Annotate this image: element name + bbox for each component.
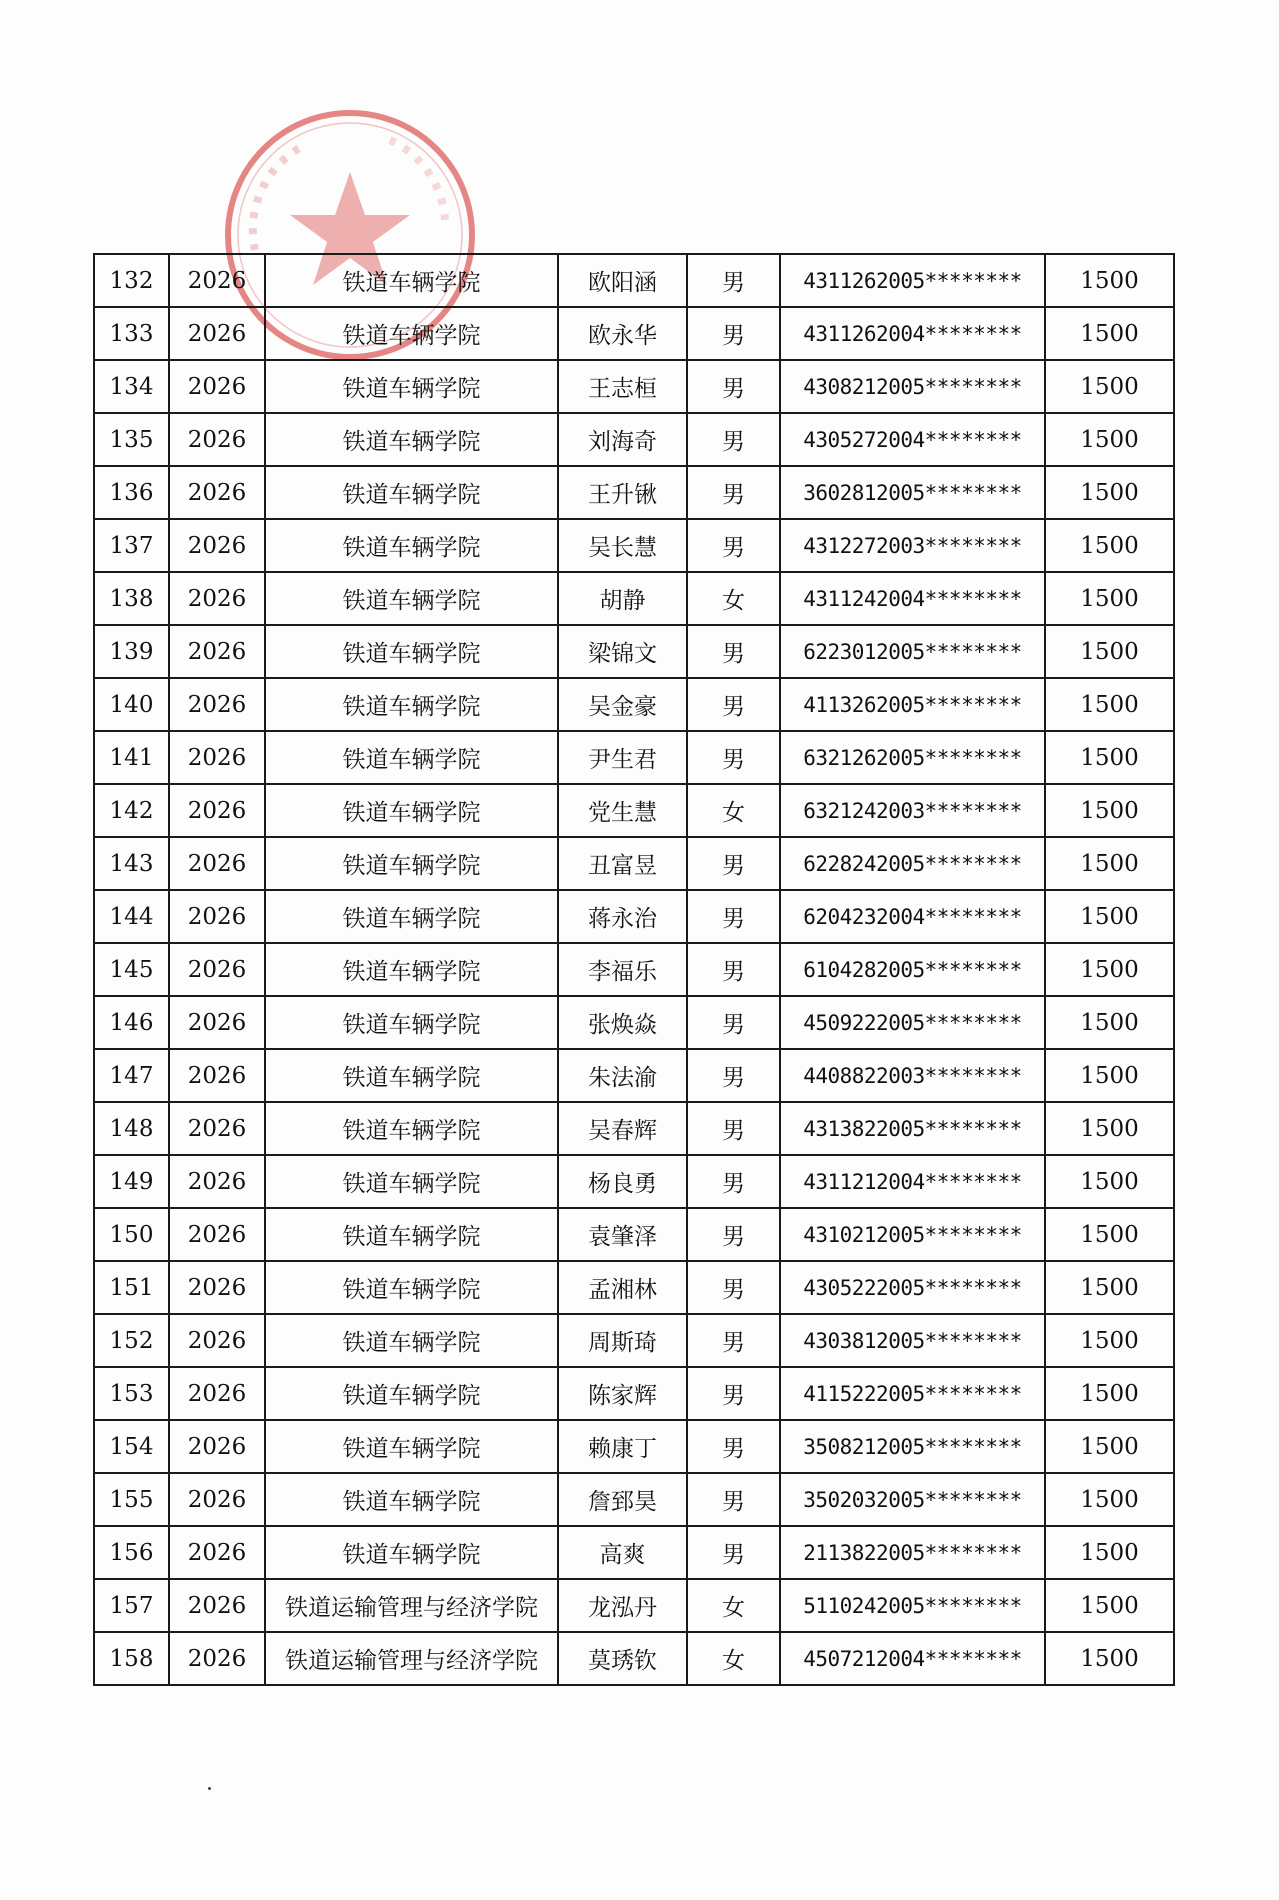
row-amount: 1500 — [1045, 731, 1174, 784]
row-college: 铁道车辆学院 — [265, 1314, 558, 1367]
row-id-number: 6321242003******** — [780, 784, 1045, 837]
row-name: 党生慧 — [558, 784, 687, 837]
row-number: 150 — [94, 1208, 169, 1261]
table-row — [94, 1102, 1174, 1155]
row-number: 142 — [94, 784, 169, 837]
row-gender: 男 — [687, 360, 780, 413]
row-number: 147 — [94, 1049, 169, 1102]
row-number: 136 — [94, 466, 169, 519]
row-gender: 男 — [687, 1102, 780, 1155]
row-year: 2026 — [169, 1367, 265, 1420]
row-gender: 男 — [687, 519, 780, 572]
table-row — [94, 784, 1174, 837]
row-amount: 1500 — [1045, 890, 1174, 943]
row-college: 铁道车辆学院 — [265, 1420, 558, 1473]
row-year: 2026 — [169, 1420, 265, 1473]
table-row — [94, 1579, 1174, 1632]
row-name: 王志桓 — [558, 360, 687, 413]
row-college: 铁道车辆学院 — [265, 254, 558, 307]
row-amount: 1500 — [1045, 1367, 1174, 1420]
row-amount: 1500 — [1045, 1208, 1174, 1261]
table-row — [94, 254, 1174, 307]
row-name: 李福乐 — [558, 943, 687, 996]
row-name: 周斯琦 — [558, 1314, 687, 1367]
row-college: 铁道运输管理与经济学院 — [265, 1579, 558, 1632]
row-number: 153 — [94, 1367, 169, 1420]
row-year: 2026 — [169, 731, 265, 784]
row-number: 154 — [94, 1420, 169, 1473]
row-amount: 1500 — [1045, 996, 1174, 1049]
row-college: 铁道车辆学院 — [265, 784, 558, 837]
row-number: 149 — [94, 1155, 169, 1208]
student-roster-table — [93, 253, 1175, 1686]
row-id-number: 4311262004******** — [780, 307, 1045, 360]
row-gender: 男 — [687, 1208, 780, 1261]
table-row — [94, 1367, 1174, 1420]
row-year: 2026 — [169, 1155, 265, 1208]
row-amount: 1500 — [1045, 625, 1174, 678]
row-gender: 男 — [687, 625, 780, 678]
row-amount: 1500 — [1045, 1632, 1174, 1685]
row-gender: 男 — [687, 996, 780, 1049]
row-number: 151 — [94, 1261, 169, 1314]
table-row — [94, 519, 1174, 572]
table-row — [94, 890, 1174, 943]
row-id-number: 5110242005******** — [780, 1579, 1045, 1632]
row-id-number: 6228242005******** — [780, 837, 1045, 890]
row-amount: 1500 — [1045, 1102, 1174, 1155]
row-amount: 1500 — [1045, 1261, 1174, 1314]
row-amount: 1500 — [1045, 1420, 1174, 1473]
row-gender: 男 — [687, 1261, 780, 1314]
row-name: 杨良勇 — [558, 1155, 687, 1208]
row-amount: 1500 — [1045, 307, 1174, 360]
row-name: 吴春辉 — [558, 1102, 687, 1155]
row-year: 2026 — [169, 519, 265, 572]
row-college: 铁道车辆学院 — [265, 1261, 558, 1314]
table-row — [94, 1155, 1174, 1208]
row-name: 吴长慧 — [558, 519, 687, 572]
row-name: 陈家辉 — [558, 1367, 687, 1420]
row-college: 铁道运输管理与经济学院 — [265, 1632, 558, 1685]
row-gender: 女 — [687, 1632, 780, 1685]
row-amount: 1500 — [1045, 943, 1174, 996]
row-name: 袁肇泽 — [558, 1208, 687, 1261]
row-name: 吴金豪 — [558, 678, 687, 731]
row-id-number: 4113262005******** — [780, 678, 1045, 731]
table-row — [94, 1526, 1174, 1579]
row-id-number: 4310212005******** — [780, 1208, 1045, 1261]
row-name: 龙泓丹 — [558, 1579, 687, 1632]
row-amount: 1500 — [1045, 1049, 1174, 1102]
row-id-number: 6104282005******** — [780, 943, 1045, 996]
row-year: 2026 — [169, 1579, 265, 1632]
row-gender: 男 — [687, 731, 780, 784]
row-college: 铁道车辆学院 — [265, 572, 558, 625]
table-row — [94, 943, 1174, 996]
row-name: 张焕焱 — [558, 996, 687, 1049]
row-college: 铁道车辆学院 — [265, 890, 558, 943]
row-number: 146 — [94, 996, 169, 1049]
row-number: 139 — [94, 625, 169, 678]
row-id-number: 6321262005******** — [780, 731, 1045, 784]
table-row — [94, 1261, 1174, 1314]
row-gender: 女 — [687, 572, 780, 625]
row-college: 铁道车辆学院 — [265, 837, 558, 890]
row-amount: 1500 — [1045, 254, 1174, 307]
row-college: 铁道车辆学院 — [265, 731, 558, 784]
row-year: 2026 — [169, 307, 265, 360]
row-college: 铁道车辆学院 — [265, 1367, 558, 1420]
row-name: 尹生君 — [558, 731, 687, 784]
row-gender: 男 — [687, 254, 780, 307]
row-id-number: 4305272004******** — [780, 413, 1045, 466]
row-id-number: 4313822005******** — [780, 1102, 1045, 1155]
row-year: 2026 — [169, 1473, 265, 1526]
row-college: 铁道车辆学院 — [265, 413, 558, 466]
row-id-number: 4115222005******** — [780, 1367, 1045, 1420]
table-row — [94, 572, 1174, 625]
row-amount: 1500 — [1045, 1473, 1174, 1526]
row-gender: 男 — [687, 1526, 780, 1579]
row-number: 141 — [94, 731, 169, 784]
row-gender: 男 — [687, 1420, 780, 1473]
row-gender: 男 — [687, 678, 780, 731]
row-gender: 男 — [687, 837, 780, 890]
row-id-number: 4509222005******** — [780, 996, 1045, 1049]
row-name: 丑富昱 — [558, 837, 687, 890]
row-name: 朱法渝 — [558, 1049, 687, 1102]
row-college: 铁道车辆学院 — [265, 678, 558, 731]
row-amount: 1500 — [1045, 1579, 1174, 1632]
table-row — [94, 1208, 1174, 1261]
row-college: 铁道车辆学院 — [265, 1102, 558, 1155]
row-id-number: 4308212005******** — [780, 360, 1045, 413]
row-year: 2026 — [169, 466, 265, 519]
row-name: 高爽 — [558, 1526, 687, 1579]
roster-body — [94, 254, 1174, 1685]
row-amount: 1500 — [1045, 1526, 1174, 1579]
row-name: 孟湘林 — [558, 1261, 687, 1314]
row-year: 2026 — [169, 837, 265, 890]
row-amount: 1500 — [1045, 572, 1174, 625]
row-id-number: 2113822005******** — [780, 1526, 1045, 1579]
row-year: 2026 — [169, 943, 265, 996]
row-gender: 男 — [687, 890, 780, 943]
table-row — [94, 678, 1174, 731]
row-id-number: 4311212004******** — [780, 1155, 1045, 1208]
row-gender: 男 — [687, 466, 780, 519]
row-year: 2026 — [169, 360, 265, 413]
row-name: 欧永华 — [558, 307, 687, 360]
row-amount: 1500 — [1045, 1155, 1174, 1208]
row-year: 2026 — [169, 1526, 265, 1579]
row-amount: 1500 — [1045, 837, 1174, 890]
row-amount: 1500 — [1045, 519, 1174, 572]
row-number: 144 — [94, 890, 169, 943]
table-row — [94, 837, 1174, 890]
row-gender: 男 — [687, 943, 780, 996]
row-number: 135 — [94, 413, 169, 466]
row-name: 莫琇钦 — [558, 1632, 687, 1685]
row-year: 2026 — [169, 1632, 265, 1685]
row-amount: 1500 — [1045, 466, 1174, 519]
row-college: 铁道车辆学院 — [265, 1208, 558, 1261]
row-amount: 1500 — [1045, 1314, 1174, 1367]
row-name: 刘海奇 — [558, 413, 687, 466]
row-number: 137 — [94, 519, 169, 572]
row-name: 蒋永治 — [558, 890, 687, 943]
row-college: 铁道车辆学院 — [265, 943, 558, 996]
row-id-number: 4312272003******** — [780, 519, 1045, 572]
row-year: 2026 — [169, 1208, 265, 1261]
row-gender: 男 — [687, 413, 780, 466]
row-year: 2026 — [169, 890, 265, 943]
row-name: 赖康丁 — [558, 1420, 687, 1473]
row-number: 134 — [94, 360, 169, 413]
table-row — [94, 1473, 1174, 1526]
row-number: 145 — [94, 943, 169, 996]
row-number: 143 — [94, 837, 169, 890]
row-college: 铁道车辆学院 — [265, 307, 558, 360]
row-name: 王升锹 — [558, 466, 687, 519]
row-amount: 1500 — [1045, 678, 1174, 731]
table-row — [94, 731, 1174, 784]
row-number: 140 — [94, 678, 169, 731]
row-number: 138 — [94, 572, 169, 625]
row-amount: 1500 — [1045, 784, 1174, 837]
table-row — [94, 996, 1174, 1049]
row-name: 詹郅昊 — [558, 1473, 687, 1526]
row-gender: 男 — [687, 1314, 780, 1367]
row-college: 铁道车辆学院 — [265, 519, 558, 572]
row-number: 157 — [94, 1579, 169, 1632]
table-row — [94, 1314, 1174, 1367]
row-gender: 男 — [687, 1049, 780, 1102]
row-id-number: 6223012005******** — [780, 625, 1045, 678]
table-row — [94, 625, 1174, 678]
row-id-number: 6204232004******** — [780, 890, 1045, 943]
row-college: 铁道车辆学院 — [265, 625, 558, 678]
table-row — [94, 466, 1174, 519]
row-year: 2026 — [169, 1261, 265, 1314]
row-name: 胡静 — [558, 572, 687, 625]
row-name: 梁锦文 — [558, 625, 687, 678]
row-college: 铁道车辆学院 — [265, 996, 558, 1049]
row-year: 2026 — [169, 572, 265, 625]
row-year: 2026 — [169, 678, 265, 731]
row-id-number: 4311262005******** — [780, 254, 1045, 307]
row-year: 2026 — [169, 996, 265, 1049]
row-number: 155 — [94, 1473, 169, 1526]
row-gender: 男 — [687, 307, 780, 360]
row-year: 2026 — [169, 1314, 265, 1367]
row-college: 铁道车辆学院 — [265, 1155, 558, 1208]
row-number: 156 — [94, 1526, 169, 1579]
row-id-number: 3508212005******** — [780, 1420, 1045, 1473]
row-gender: 男 — [687, 1367, 780, 1420]
row-gender: 男 — [687, 1473, 780, 1526]
row-year: 2026 — [169, 254, 265, 307]
row-number: 158 — [94, 1632, 169, 1685]
table-row — [94, 307, 1174, 360]
table-row — [94, 1049, 1174, 1102]
row-year: 2026 — [169, 413, 265, 466]
row-amount: 1500 — [1045, 360, 1174, 413]
row-college: 铁道车辆学院 — [265, 466, 558, 519]
row-id-number: 4303812005******** — [780, 1314, 1045, 1367]
row-gender: 男 — [687, 1155, 780, 1208]
row-number: 148 — [94, 1102, 169, 1155]
table-row — [94, 1420, 1174, 1473]
table-row — [94, 1632, 1174, 1685]
row-id-number: 3602812005******** — [780, 466, 1045, 519]
row-year: 2026 — [169, 1102, 265, 1155]
row-name: 欧阳涵 — [558, 254, 687, 307]
row-year: 2026 — [169, 784, 265, 837]
row-amount: 1500 — [1045, 413, 1174, 466]
row-number: 133 — [94, 307, 169, 360]
stray-mark — [208, 1787, 211, 1790]
row-number: 132 — [94, 254, 169, 307]
row-college: 铁道车辆学院 — [265, 1473, 558, 1526]
row-college: 铁道车辆学院 — [265, 360, 558, 413]
row-id-number: 4311242004******** — [780, 572, 1045, 625]
row-gender: 女 — [687, 1579, 780, 1632]
row-id-number: 4408822003******** — [780, 1049, 1045, 1102]
row-id-number: 4507212004******** — [780, 1632, 1045, 1685]
row-college: 铁道车辆学院 — [265, 1526, 558, 1579]
table-row — [94, 360, 1174, 413]
row-college: 铁道车辆学院 — [265, 1049, 558, 1102]
table-row — [94, 413, 1174, 466]
row-id-number: 4305222005******** — [780, 1261, 1045, 1314]
row-year: 2026 — [169, 625, 265, 678]
row-number: 152 — [94, 1314, 169, 1367]
row-id-number: 3502032005******** — [780, 1473, 1045, 1526]
row-year: 2026 — [169, 1049, 265, 1102]
row-gender: 女 — [687, 784, 780, 837]
